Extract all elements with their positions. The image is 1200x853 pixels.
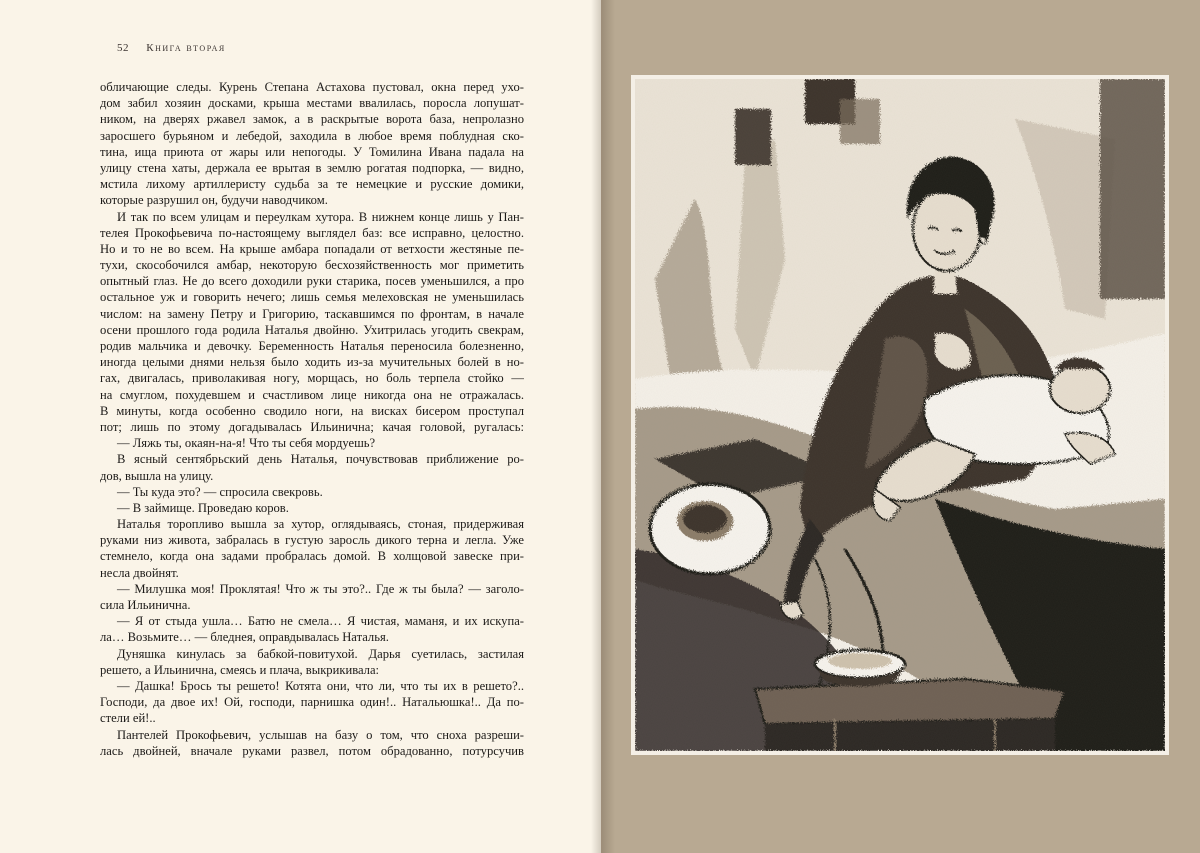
text-line: числом: на замену Петру и Григорию, таскавшимся по фронтам, в начале bbox=[100, 306, 524, 321]
text-line: остальное уж и говорить нечего; лишь семья мелеховская не уменьшилась bbox=[100, 290, 524, 305]
text-line: Пантелей Прокофьевич, услышав на базу о том, что сноха разреши- bbox=[117, 727, 524, 742]
text-line: ником, на дверях ржавел замок, а в раскрытые ворота база, непролазно bbox=[100, 112, 524, 127]
text-line: — Дашка! Брось ты решето! Котята они, что ли, что ты их в решето?.. bbox=[117, 678, 524, 693]
text-line: ла… Возьмите… — бледнея, оправдывалась Наталья. bbox=[100, 630, 389, 645]
text-line: которые разрушил он, будучи наводчиком. bbox=[100, 193, 328, 208]
text-line: тухи, скособочился амбар, некоторую бесхозяйственность мог приметить bbox=[100, 258, 524, 273]
text-line: обличающие следы. Курень Степана Астахова пустовал, окна перед ухо- bbox=[100, 80, 524, 94]
text-line: решето, а Ильинична, смеясь и плача, выкрикивала: bbox=[100, 662, 380, 677]
text-line: — Я от стыда ушла… Батю не смела… Я чистая, маманя, и их искупа- bbox=[117, 614, 524, 629]
text-line: — Ты куда это? — спросила свекровь. bbox=[117, 484, 323, 499]
illustration bbox=[631, 75, 1169, 755]
page-number: 52 bbox=[117, 42, 129, 54]
text-line: родив мальчика и девочку. Беременность Наталья переносила болезненно, bbox=[100, 339, 524, 353]
text-line: В минуты, когда особенно сводило ноги, на висках бисером проступал bbox=[100, 403, 524, 418]
text-line: на смуглом, похудевшем и счастливом лице никогда она не отражалась. bbox=[100, 387, 524, 402]
text-line: иногда целыми днями нельзя было ходить из-за мучительных болей в но- bbox=[100, 355, 524, 370]
text-line: дом забил хозяин досками, крыша местами ввалилась, поросла лопушат- bbox=[100, 96, 524, 111]
text-line: лась двойней, вначале руками развел, потом обрадованно, потурсучив bbox=[100, 743, 524, 758]
body-text bbox=[100, 79, 524, 759]
text-line: улицу стена хаты, держала ее врытая в землю рогатая подпорка, — видно, bbox=[100, 160, 524, 175]
text-line: руками низ живота, забралась в густую заросль дикого терна и легла. Уже bbox=[100, 533, 524, 548]
book-title: Книга вторая bbox=[146, 42, 226, 54]
text-line: мстила лихому артиллеристу судьба за те немецкие и русские домики, bbox=[100, 177, 524, 192]
text-line: тина, ища приюта от жары или непогоды. У Томилина Ивана падала на bbox=[100, 144, 524, 159]
text-line: — Милушка моя! Проклятая! Что ж ты это?.. Где ж ты была? — заголо- bbox=[117, 581, 524, 596]
text-line: Наталья торопливо вышла за хутор, оглядываясь, стоная, придерживая bbox=[117, 517, 524, 532]
text-line: — Ляжь ты, окаян-на-я! Что ты себя мордуешь? bbox=[117, 436, 376, 451]
text-line: гах, двигалась, приволакивая ногу, морщась, но боль терпела стойко — bbox=[100, 371, 524, 386]
text-line: несла двойнят. bbox=[100, 565, 179, 580]
text-line: пот; лишь по этому догадывалась Ильинична; качая головой, ругалась: bbox=[100, 419, 524, 434]
text-line: И так по всем улицам и переулкам хутора. В нижнем конце лишь у Пан- bbox=[117, 209, 524, 224]
text-line: стемнело, когда она задами пробралась домой. В холщовой завеске при- bbox=[100, 549, 524, 564]
text-line: опытный глаз. Не до всего доходили руки старика, посев уменьшился, а про bbox=[100, 274, 524, 289]
running-head bbox=[117, 42, 226, 54]
text-line: стели ей!.. bbox=[100, 711, 156, 726]
text-line: телея Прокофьевича по-настоящему выглядел баз: все исправно, целостно. bbox=[100, 225, 524, 240]
text-line: В ясный сентябрьский день Наталья, почувствовав приближение ро- bbox=[117, 452, 524, 467]
text-line: заросшего бурьяном и лебедой, заходила в любое время поблудная ско- bbox=[100, 128, 524, 143]
text-line: осени прошлого года родила Наталья двойню. Ухитрилась угодить свекрам, bbox=[100, 322, 524, 337]
text-line: Дуняшка кинулась за бабкой-повитухой. Дарья суетилась, застилая bbox=[117, 646, 524, 661]
text-line: дов, вышла на улицу. bbox=[100, 468, 214, 483]
text-line: сила Ильинична. bbox=[100, 598, 191, 612]
text-line: — В займище. Проведаю коров. bbox=[117, 500, 289, 515]
text-line: Но и то не во всем. На крыше амбара попадали от ветхости жестяные пе- bbox=[100, 241, 524, 256]
text-line: Господи, да двое их! Ой, господи, парнишка один!.. Натальюшка!.. Да по- bbox=[100, 695, 524, 710]
illustration-artwork bbox=[635, 79, 1165, 751]
